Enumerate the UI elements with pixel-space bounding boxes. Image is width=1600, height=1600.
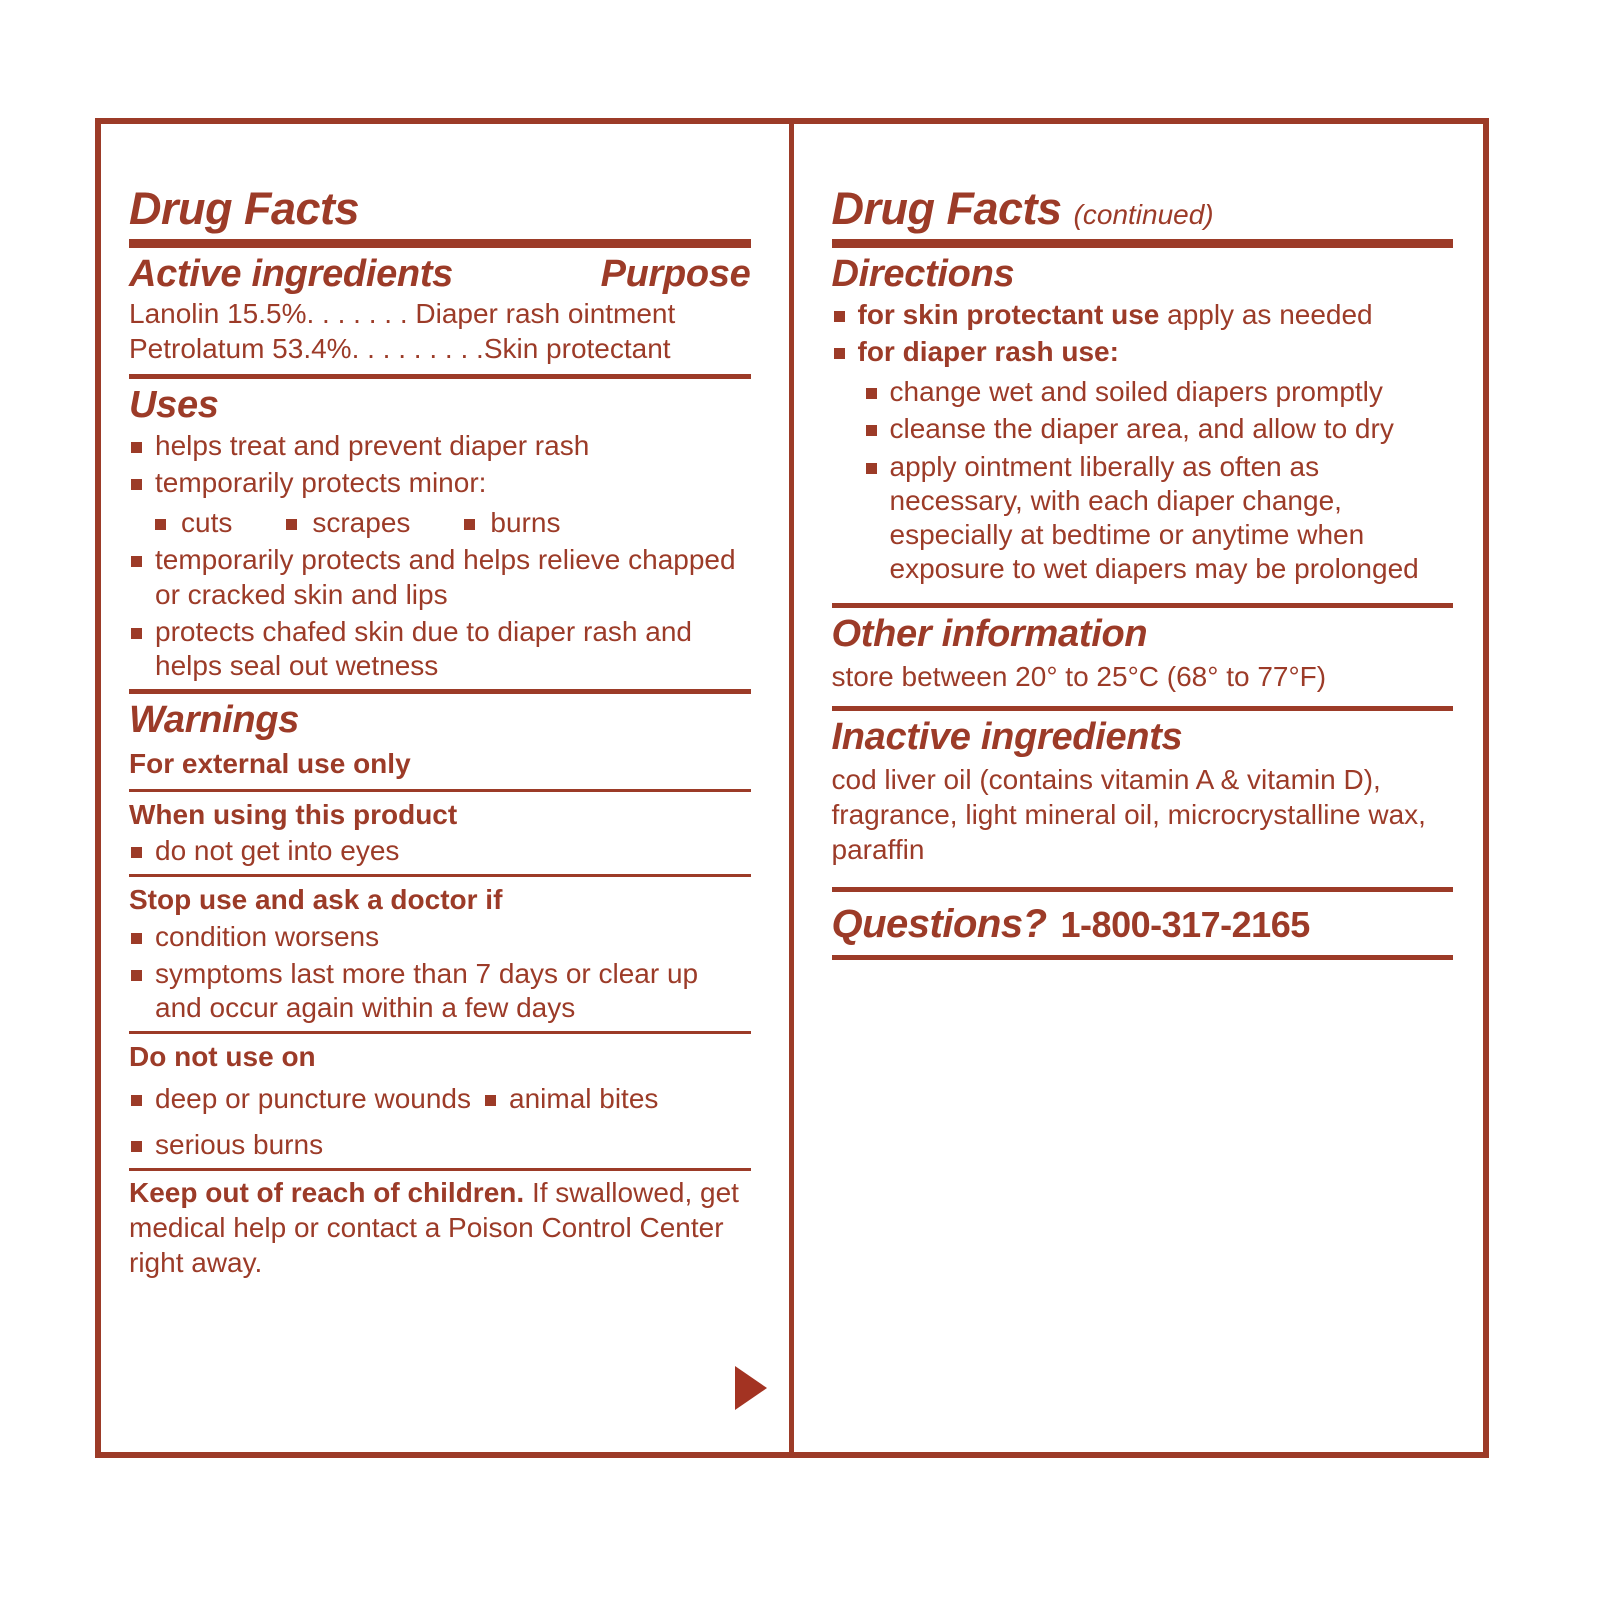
page-title-text: Drug Facts: [831, 183, 1062, 234]
questions-phone-number[interactable]: 1-800-317-2165: [1060, 903, 1310, 945]
list-item: scrapes: [286, 506, 410, 540]
list-item: protects chafed skin due to diaper rash and helps seal out wetness: [129, 615, 751, 683]
directions-sub-list: [864, 375, 1454, 586]
divider-thin: [129, 789, 751, 792]
drug-facts-left-column: [101, 124, 794, 1452]
list-item: temporarily protects and helps relieve chapped or cracked skin and lips: [129, 543, 751, 611]
divider-thin: [129, 874, 751, 877]
do-not-use-heading: Do not use on: [129, 1041, 316, 1073]
questions-row: [832, 902, 1454, 947]
list-item: change wet and soiled diapers promptly: [864, 375, 1454, 409]
when-using-list: [129, 834, 751, 868]
list-item-rest: apply as needed: [1159, 298, 1373, 330]
list-item: serious burns: [129, 1128, 751, 1162]
active-ingredients-heading: Active ingredients: [129, 253, 454, 295]
active-ingredients-header: [129, 255, 751, 295]
do-not-use-col-1: [129, 1079, 471, 1119]
uses-sub-list: [129, 506, 751, 540]
uses-list: [129, 429, 751, 500]
drug-facts-panel: [95, 118, 1489, 1458]
purpose-heading: Purpose: [600, 253, 751, 295]
warnings-heading: Warnings: [129, 699, 300, 742]
do-not-use-list-continued: [129, 1128, 751, 1162]
list-item: animal bites: [483, 1082, 658, 1116]
divider-thin: [129, 1168, 751, 1171]
list-item: condition worsens: [129, 920, 751, 954]
divider-medium: [129, 689, 751, 694]
keep-out-of-reach-text: [129, 1175, 751, 1280]
list-item: do not get into eyes: [129, 834, 751, 868]
directions-list: [832, 298, 1454, 369]
list-item: deep or puncture wounds: [129, 1082, 471, 1116]
page-title-text: Drug Facts: [129, 183, 360, 234]
list-item: [832, 335, 1454, 369]
other-information-heading: Other information: [831, 613, 1148, 656]
list-item: [832, 298, 1454, 332]
inactive-ingredients-heading: Inactive ingredients: [831, 716, 1183, 759]
divider-medium: [832, 706, 1454, 711]
stop-use-list: [129, 920, 751, 1025]
continue-arrow-icon: [735, 1366, 767, 1410]
other-information-text: store between 20° to 25°C (68° to 77°F): [831, 661, 1327, 693]
do-not-use-list: [129, 1076, 751, 1125]
uses-list-continued: [129, 543, 751, 683]
list-item: burns: [464, 506, 560, 540]
page-title-continued: [831, 183, 1454, 234]
divider-medium: [129, 374, 751, 379]
divider-thick: [129, 239, 751, 248]
stop-use-heading: Stop use and ask a doctor if: [129, 884, 503, 916]
divider-medium: [832, 603, 1454, 608]
when-using-heading: When using this product: [129, 798, 458, 830]
list-item: apply ointment liberally as often as necessary, with each diaper change, especially at bedtime or anytime when exposure to wet diapers may be prolonged: [864, 450, 1454, 587]
inactive-ingredients-text: cod liver oil (contains vitamin A & vitamin D), fragrance, light mineral oil, microcrystalline wax, paraffin: [831, 763, 1426, 865]
drug-facts-right-column: [794, 124, 1484, 1452]
external-use-text: For external use only: [129, 747, 411, 779]
keep-out-lead: Keep out of reach of children.: [129, 1177, 525, 1209]
page-title: [129, 183, 751, 234]
divider-thin: [129, 1031, 751, 1034]
divider-thick: [832, 239, 1454, 248]
directions-heading: Directions: [831, 253, 1015, 295]
list-item: temporarily protects minor:: [129, 466, 751, 500]
divider-medium: [832, 887, 1454, 892]
questions-label: Questions?: [831, 901, 1047, 946]
list-item-lead: for diaper rash use:: [857, 336, 1119, 368]
active-ingredient-row: Petrolatum 53.4%. . . . . . . . .Skin protectant: [129, 333, 671, 365]
list-item: cuts: [155, 506, 232, 540]
active-ingredient-row: Lanolin 15.5%. . . . . . . Diaper rash ointment: [129, 297, 676, 329]
list-item: cleanse the diaper area, and allow to dry: [864, 412, 1454, 446]
keep-out-rest: If swallowed, get medical help or contact a Poison Control Center right away.: [129, 1177, 739, 1279]
divider-medium: [832, 955, 1454, 960]
uses-heading: Uses: [129, 384, 219, 427]
list-item: symptoms last more than 7 days or clear up and occur again within a few days: [129, 957, 751, 1025]
list-item: helps treat and prevent diaper rash: [129, 429, 751, 463]
do-not-use-col-2: [483, 1079, 658, 1119]
continued-label: (continued): [1073, 199, 1214, 230]
list-item-lead: for skin protectant use: [857, 298, 1160, 330]
